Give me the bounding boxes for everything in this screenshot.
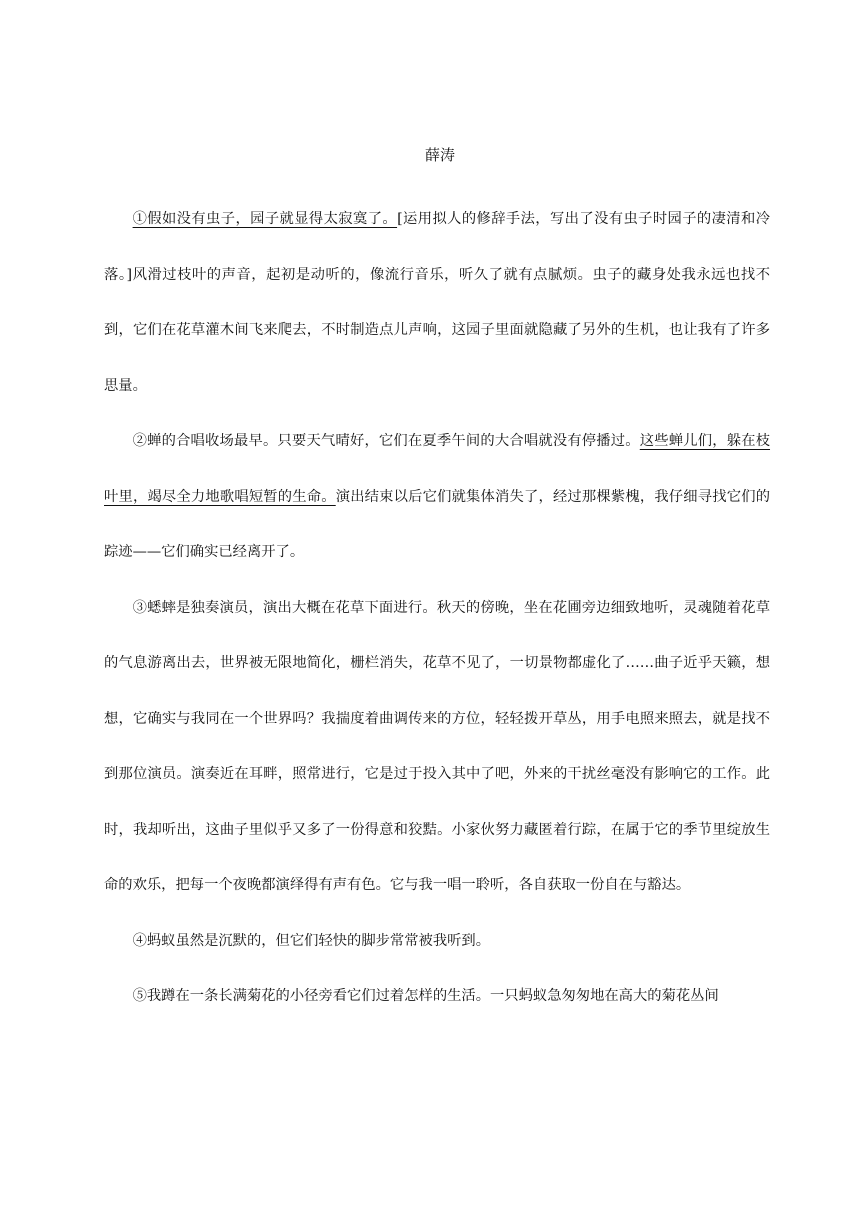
paragraph-3 bbox=[104, 581, 770, 914]
paragraph-text: ②蝉的合唱收场最早。只要天气晴好，它们在夏季午间的大合唱就没有停播过。 bbox=[132, 433, 640, 449]
paragraph-4 bbox=[104, 914, 770, 970]
author-name: 薛涛 bbox=[424, 146, 455, 164]
underlined-sentence: 这些蝉儿们，躲在枝叶里，竭尽全力地歌唱短暂的生命。 bbox=[104, 433, 771, 505]
paragraph-text: [运用拟人的修辞手法，写出了没有虫子时园子的凄清和冷落。]风滑过枝叶的声音，起初是动听的，像流行音乐，听久了就有点腻烦。虫子的藏身处我永远也找不到，它们在花草灌木间飞来爬去，不时制造点儿声响，这园子里面就隐藏了另外的生机，也让我有了许多思量。 bbox=[104, 211, 770, 394]
underlined-sentence: ①假如没有虫子，园子就显得太寂寞了。 bbox=[132, 211, 398, 227]
paragraph-2 bbox=[104, 414, 770, 581]
paragraph-5 bbox=[104, 969, 770, 1025]
article-body bbox=[104, 192, 770, 1025]
paragraph-text: ③蟋蟀是独奏演员，演出大概在花草下面进行。秋天的傍晚，坐在花圃旁边细致地听，灵魂随着花草的气息游离出去，世界被无限地简化，栅栏消失，花草不见了，一切景物都虚化了……曲子近乎天籁，想想，它确实与我同在一个世界吗？我揣度着曲调传来的方位，轻轻拨开草丛，用手电照来照去，就是找不到那位演员。演奏近在耳畔，照常进行，它是过于投入其中了吧，外来的干扰丝毫没有影响它的工作。此时，我却听出，这曲子里似乎又多了一份得意和狡黠。小家伙努力藏匿着行踪，在属于它的季节里绽放生命的欢乐，把每一个夜晚都演绎得有声有色。它与我一唱一聆听，各自获取一份自在与豁达。 bbox=[104, 599, 770, 893]
paragraph-text: ⑤我蹲在一条长满菊花的小径旁看它们过着怎样的生活。一只蚂蚁急匆匆地在高大的菊花丛间 bbox=[132, 988, 719, 1004]
paragraph-1 bbox=[104, 192, 770, 414]
paragraph-text: ④蚂蚁虽然是沉默的，但它们轻快的脚步常常被我听到。 bbox=[132, 932, 491, 949]
paragraph-text: 演出结束以后它们就集体消失了，经过那棵紫槐，我仔细寻找它们的踪迹——它们确实已经离开了。 bbox=[104, 488, 770, 560]
